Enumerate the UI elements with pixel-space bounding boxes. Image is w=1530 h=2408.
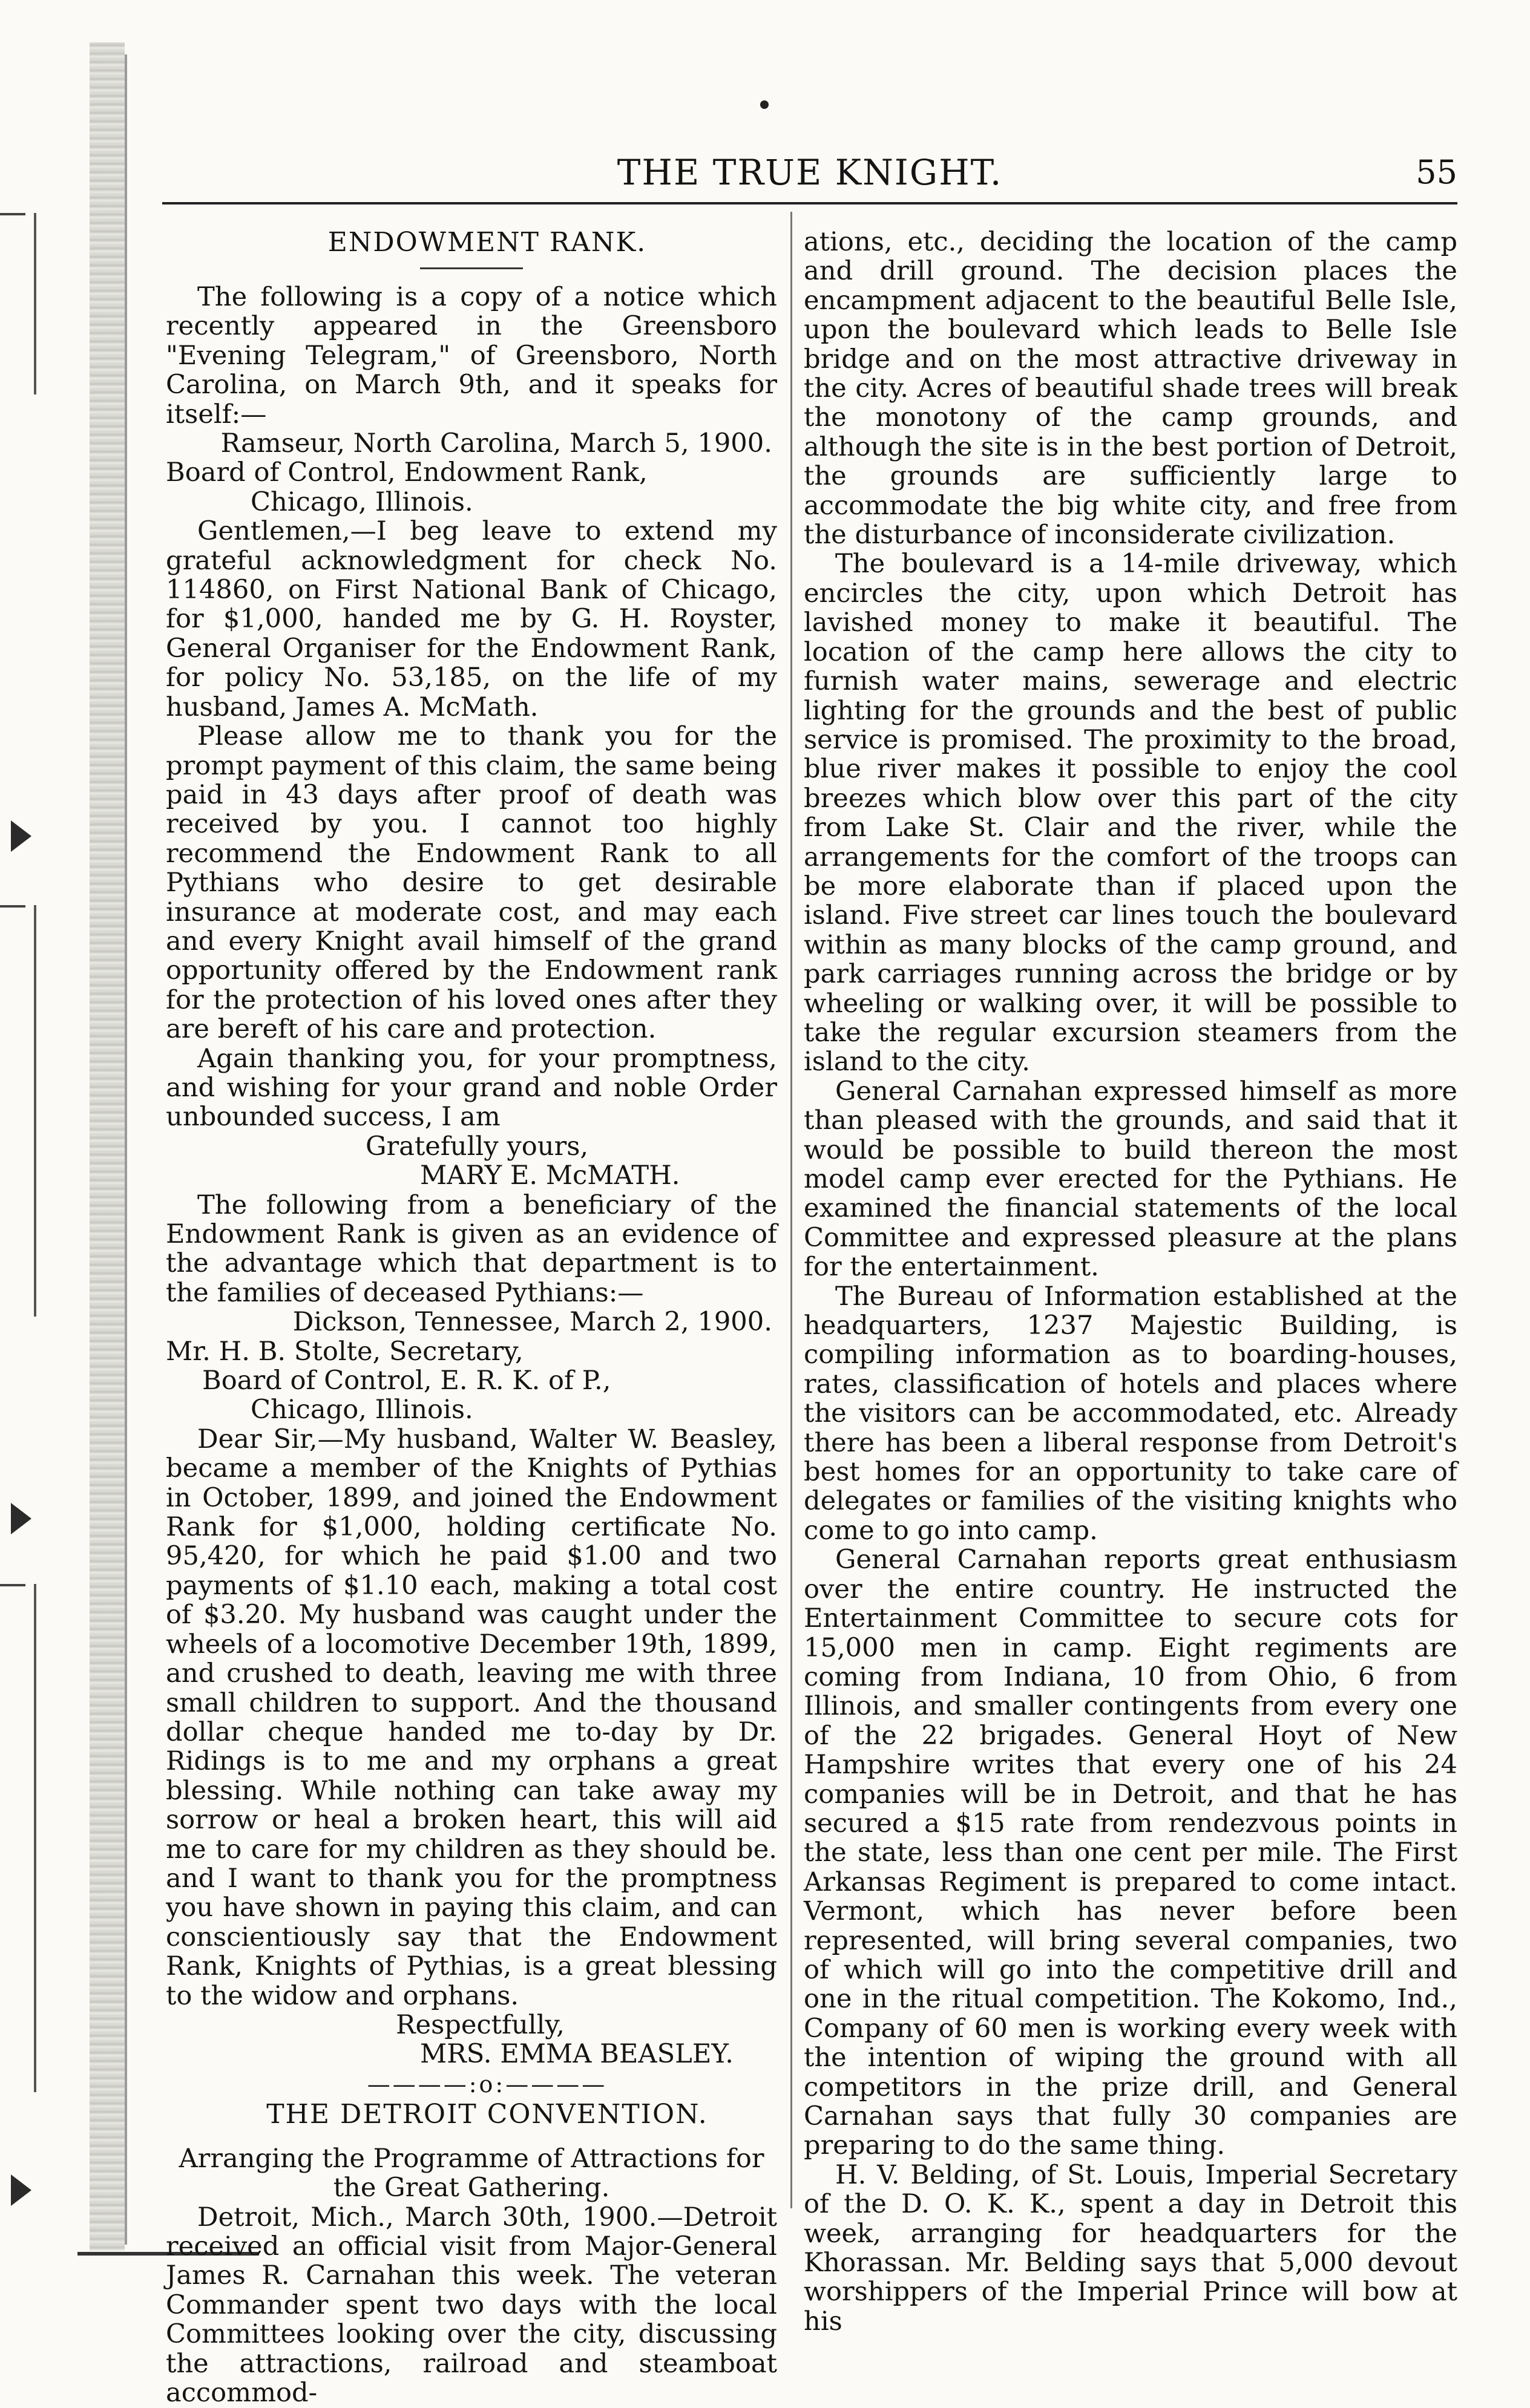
running-title: THE TRUE KNIGHT.: [617, 152, 1003, 193]
page-header: [162, 145, 1457, 200]
article-subheading: Arranging the Programme of Attractions for the Great Gathering.: [179, 2143, 764, 2204]
header-rule: [162, 202, 1457, 204]
address-line: Chicago, Illinois.: [251, 486, 473, 517]
left-column: [166, 227, 777, 2407]
margin-arrow-icon: [11, 820, 31, 852]
signature: MRS. EMMA BEASLEY.: [420, 2039, 734, 2070]
paragraph: ations, etc., deciding the location of the camp and drill ground. The decision places the encampment adjacent to the beautiful Belle Isle, upon the boulevard which leads to Belle Isle bridge and on the most attractive driveway in the city. Acres of beautiful shade trees will break the monotony of the camp grounds, and although the site is in the best portion of Detroit, the grounds are sufficiently large to accommodate the big white city, and free from the disturbance of inconsiderate civilization.: [804, 227, 1457, 551]
paragraph: The following from a beneficiary of the Endowment Rank is given as an evidence of the advantage which that department is to the families of deceased Pythians:—: [166, 1189, 777, 1308]
paragraph: General Carnahan reports great enthusiasm over the entire country. He instructed the Entertainment Committee to secure cots for 15,000 men in camp. Eight regiments are coming from Indiana, 10 from Ohio, 6 from Illinois, and smaller contingents from every one of the 22 brigades. General Hoyt of New Hampshire writes that every one of his 24 companies will be in Detroit, and that he has secured a $15 rate from rendezvous points in the state, less than one cent per mile. The First Arkansas Regiment is prepared to come intact. Vermont, which has never before been represented, will bring several companies, two of which will go into the competitive drill and one in the ritual competition. The Kokomo, Ind., Company of 60 men is working every week with the intention of wiping the ground with all competitors in the prize drill, and General Carnahan says that fully 30 companies are preparing to do the same thing.: [804, 1545, 1457, 2161]
closing: Gratefully yours,: [366, 1131, 589, 1162]
address-line: Board of Control, Endowment Rank,: [166, 457, 648, 488]
address-line: Chicago, Illinois.: [251, 1395, 473, 1425]
scan-dot: [760, 100, 769, 109]
signature: MARY E. McMATH.: [420, 1160, 680, 1191]
paragraph: Please allow me to thank you for the prompt payment of this claim, the same being paid in 43 days after proof of death was received by you. I cannot too highly recommend the Endowment Rank to all Pythians who desire to get desirable insurance at moderate cost, and may each and every Knight avail himself of the grand opportunity offered by the Endowment rank for the protection of his loved ones after they are bereft of his care and protection.: [166, 721, 777, 1045]
dateline: Ramseur, North Carolina, March 5, 1900.: [220, 428, 772, 459]
right-column: [804, 227, 1457, 2336]
margin-tick: [0, 905, 25, 908]
heading-rule: [420, 267, 523, 269]
address-line: Mr. H. B. Stolte, Secretary,: [166, 1336, 524, 1367]
paragraph: The Bureau of Information established at the headquarters, 1237 Majestic Building, is compiling information as to boarding-houses, rates, classification of hotels and places where the visitors can be accommodated, etc. Already there has been a liberal response from Detroit's best homes for an opportunity to take care of delegates or families of the visiting knights who come to go into camp.: [804, 1281, 1457, 1546]
margin-tick: [0, 213, 25, 215]
article-heading: THE DETROIT CONVENTION.: [266, 2098, 708, 2130]
margin-bar: [34, 1584, 36, 2092]
endowment-rank-article: [166, 227, 777, 2069]
margin-arrow-icon: [11, 1503, 31, 1534]
paragraph: The following is a copy of a notice which recently appeared in the Greensboro "Evening Telegram," of Greensboro, North Carolina, on March 9th, and it speaks for itself:—: [166, 282, 777, 430]
margin-bar: [34, 905, 36, 1317]
address-line: Board of Control, E. R. K. of P.,: [202, 1366, 611, 1396]
paragraph: Again thanking you, for your promptness, and wishing for your grand and noble Order unbounded success, I am: [166, 1043, 777, 1133]
detroit-convention-article: [166, 2099, 777, 2408]
paragraph: Detroit, Mich., March 30th, 1900.—Detroit received an official visit from Major-General James R. Carnahan this week. The veteran Commander spent two days with the local Committees looking over the city, discussing the attractions, railroad and steamboat accommod-: [166, 2202, 777, 2408]
binding-line: [125, 54, 127, 2245]
paragraph: H. V. Belding, of St. Louis, Imperial Secretary of the D. O. K. K., spent a day in Detroit this week, arranging for headquarters for the Khorassan. Mr. Belding says that 5,000 devout worshippers of the Imperial Prince will bow at his: [804, 2159, 1457, 2337]
paragraph: Gentlemen,—I beg leave to extend my grateful acknowledgment for check No. 114860, on First National Bank of Chicago, for $1,000, handed me by G. H. Royster, General Organiser for the Endowment Rank, for policy No. 53,185, on the life of my husband, James A. McMath.: [166, 516, 777, 722]
binding-edge: [90, 42, 125, 2251]
paragraph: Dear Sir,—My husband, Walter W. Beasley, became a member of the Knights of Pythias in October, 1899, and joined the Endowment Rank for $1,000, holding certificate No. 95,420, for which he paid $1.00 and two payments of $1.10 each, making a total cost of $3.20. My husband was caught under the wheels of a locomotive December 19th, 1899, and crushed to death, leaving me with three small children to support. And the thousand dollar cheque handed me to-day by Dr. Ridings is to me and my orphans a great blessing. While nothing can take away my sorrow or heal a broken heart, this will aid me to care for my children as they should be. and I want to thank you for the promptness you have shown in paying this claim, and can conscientiously say that the Endowment Rank, Knights of Pythias, is a great blessing to the widow and orphans.: [166, 1424, 777, 2011]
margin-arrow-icon: [11, 2174, 31, 2206]
article-heading: ENDOWMENT RANK.: [327, 227, 647, 258]
page-number: 55: [1416, 153, 1457, 191]
column-rule: [790, 212, 792, 2208]
section-separator: ————:o:————: [367, 2070, 608, 2098]
paragraph: General Carnahan expressed himself as more than pleased with the grounds, and said that it would be possible to build thereon the most model camp ever erected for the Pythians. He examined the financial statements of the local Committee and expressed pleasure at the plans for the entertainment.: [804, 1076, 1457, 1283]
margin-bar: [34, 213, 36, 394]
margin-tick: [0, 1584, 25, 1586]
paragraph: The boulevard is a 14-mile driveway, which encircles the city, upon which Detroit has lavished money to make it beautiful. The location of the camp here allows the city to furnish water mains, sewerage and electric lighting for the grounds and the best of public service is promised. The proximity to the broad, blue river makes it possible to enjoy the cool breezes which blow over this part of the city from Lake St. Clair and the river, while the arrangements for the comfort of the troops can be more elaborate than if placed upon the island. Five street car lines touch the boulevard within as many blocks of the camp ground, and park carriages running across the bridge or by wheeling or walking over, it will be possible to take the regular excursion steamers from the island to the city.: [804, 549, 1457, 1078]
closing: Respectfully,: [396, 2009, 565, 2040]
dateline: Dickson, Tennessee, March 2, 1900.: [292, 1307, 772, 1338]
